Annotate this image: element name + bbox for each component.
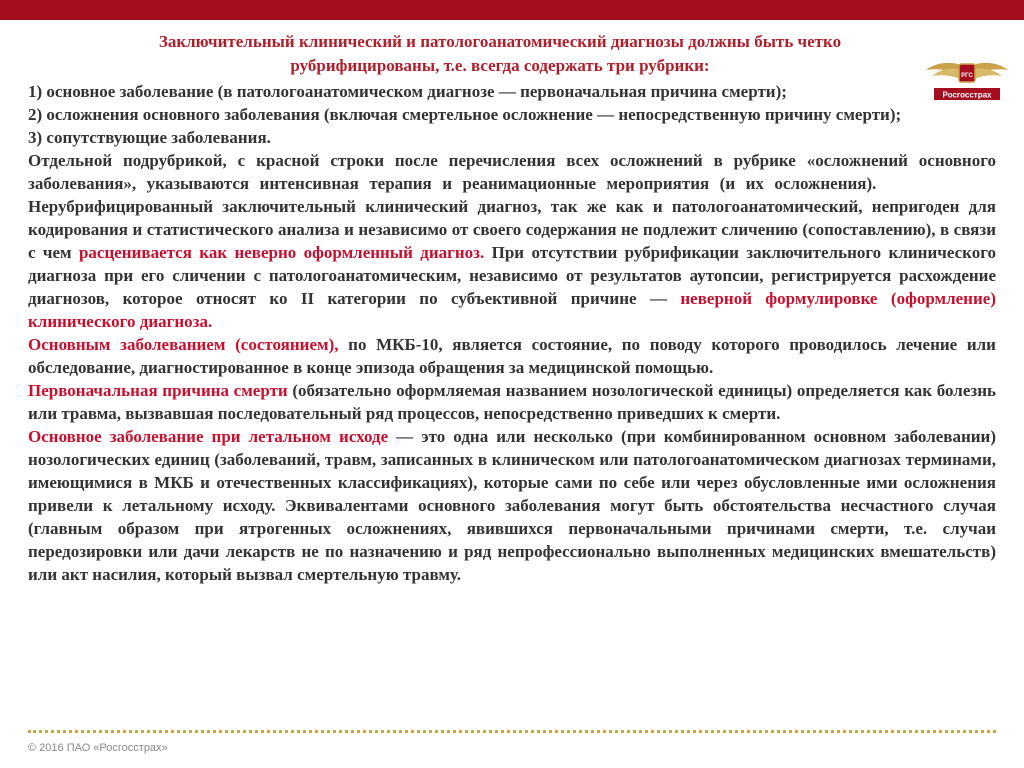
paragraph-subrubric: Отдельной подрубрикой, с красной строки после перечисления всех осложнений в рубрике «осложнений основного заболевания», указываются интенсивная терапия и реанимационные мероприятия (и их осложнения). Нерубрифицированный заключительный клинический диагноз, так же как и патологоанатомический, непригоден для кодирования и статистического анализа и независимо от своего содержания не подлежит сличению (сопоставлению), в связи с чем расценивается как неверно оформленный диагноз. При отсутствии рубрификации заключительного клинического диагноза при его сличении с патологоанатомическим, независимо от результатов аутопсии, регистрируется расхождение диагнозов, которое относят ко II категории по субъективной причине — неверной формулировке (оформление) клинического диагноза. <box>28 151 996 331</box>
rubric-2: 2) осложнения основного заболевания (включая смертельное осложнение — непосредственную причину смерти); <box>28 105 902 124</box>
logo-text: Росгосстрах <box>942 90 992 100</box>
highlight-incorrect-diagnosis: расценивается как неверно оформленный диагноз. <box>78 243 485 262</box>
footer-copyright: © 2016 ПАО «Росгосстрах» <box>28 742 168 754</box>
slide-title <box>70 30 930 78</box>
rubric-1: 1) основное заболевание (в патологоанатомическом диагнозе — первоначальная причина смерти); <box>28 82 787 101</box>
paragraph-lethal-outcome: Основное заболевание при летальном исходе — это одна или несколько (при комбинированном основном заболевании) нозологических единиц (заболеваний, травм, записанных в клиническом или патологоанатомическом диагнозах терминами, имеющимися в МКБ и отечественных классификациях), которые сами по себе или через обусловленные ими осложнения привели к летальному исходу. Эквивалентами основного заболевания могут быть обстоятельства несчастного случая (главным образом при ятрогенных осложнениях, явившихся первоначальными причинами смерти, т.е. случаи передозировки или дачи лекарств не по назначению и ряд непрофессионально выполненных медицинских вмешательств) или акт насилия, который вызвал смертельную травму. <box>28 427 997 584</box>
paragraph-primary-cause: Первоначальная причина смерти (обязательно оформляемая названием нозологической единицы) определяется как болезнь или травма, вызвавшая последовательный ряд процессов, непосредственно приведших к смерти. <box>28 381 996 423</box>
term-lethal-outcome: Основное заболевание при летальном исходе <box>28 427 389 446</box>
slide-body <box>28 80 996 586</box>
highlight-incorrect-formulation: неверной формулировке (оформление) клинического диагноза. <box>28 289 996 331</box>
rubric-3: 3) сопутствующие заболевания. <box>28 128 271 147</box>
title-line-2: рубрифицированы, т.е. всегда содержать три рубрики: <box>290 56 710 75</box>
term-main-disease: Основным заболеванием (состоянием), <box>28 335 339 354</box>
title-line-1: Заключительный клинический и патологоанатомический диагнозы должны быть четко <box>158 32 842 51</box>
paragraph-main-disease: Основным заболеванием (состоянием), по МКБ-10, является состояние, по поводу которого проводилось лечение или обследование, диагностированное в конце эпизода обращения за медицинской помощью. <box>28 335 996 377</box>
logo-emblem-text: РГС <box>961 73 973 79</box>
bottom-dotted-divider <box>28 730 996 733</box>
term-primary-cause: Первоначальная причина смерти <box>28 381 288 400</box>
top-accent-bar <box>0 0 1024 20</box>
